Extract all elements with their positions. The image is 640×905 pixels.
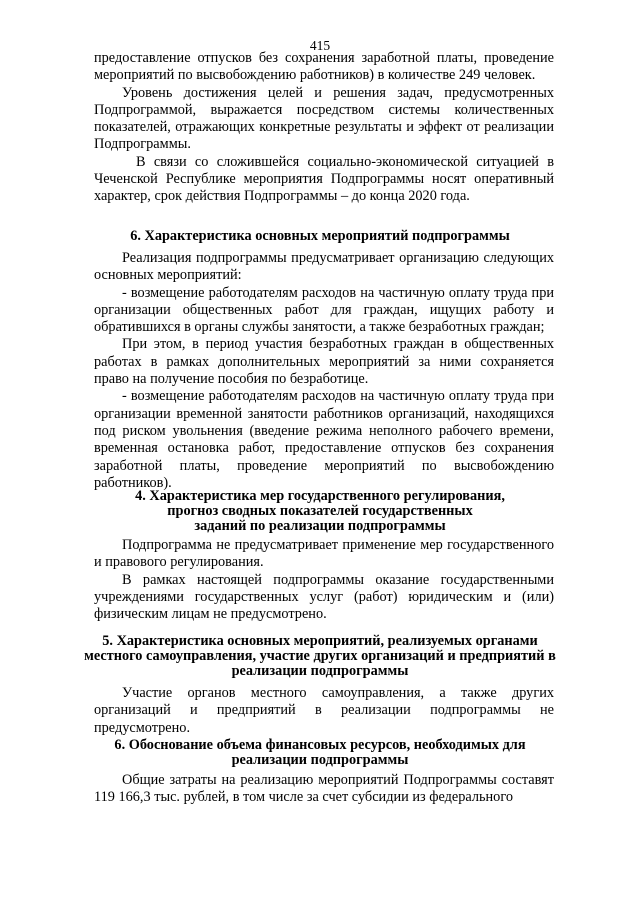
paragraph: Реализация подпрограммы предусматривает организацию следующих основных мероприятий: — [94, 250, 554, 284]
heading-line: реализации подпрограммы — [231, 663, 409, 679]
heading-line: 6. Обоснование объема финансовых ресурсов, необходимых для — [114, 737, 526, 753]
paragraph: В рамках настоящей подпрограммы оказание государственными учреждениями государственных услуг (работ) юридическим и (или) физическим лицам не предусмотрено. — [94, 571, 554, 623]
section-heading-5-local-government — [70, 634, 570, 679]
paragraph: При этом, в период участия безработных граждан в общественных работах в рамках дополнительных мероприятий за ними сохраняется право на получение пособия по безработице. — [94, 336, 554, 388]
section-heading-6-activities — [70, 229, 570, 244]
heading-line: 4. Характеристика мер государственного регулирования, — [135, 488, 505, 504]
paragraph: Общие затраты на реализацию мероприятий Подпрограммы составят 119 166,3 тыс. рублей, в том числе за счет субсидии из федерального — [94, 772, 554, 806]
section-6-activities-body — [94, 250, 554, 492]
section-heading-4-regulation — [70, 489, 570, 534]
heading-line: заданий по реализации подпрограммы — [194, 518, 446, 534]
paragraph: предоставление отпусков без сохранения заработной платы, проведение мероприятий по высвобождению работников) в количестве 249 человек. — [94, 50, 554, 84]
section-heading-6-financing — [70, 738, 570, 768]
section-6-financing-body — [94, 772, 554, 807]
page-number: 415 — [309, 38, 331, 53]
paragraph: Подпрограмма не предусматривает применение мер государственного и правового регулирования. — [94, 537, 554, 571]
paragraph: Уровень достижения целей и решения задач, предусмотренных Подпрограммой, выражается посредством системы количественных показателей, отражающих конкретные результаты и эффект от реализации Подпрограммы. — [94, 84, 554, 153]
section-5-body — [94, 685, 554, 737]
paragraph: - возмещение работодателям расходов на частичную оплату труда при организации общественных работ для граждан, ищущих работу и обратившихся в органы службы занятости, а также безработных граждан; — [94, 284, 554, 336]
heading-line: местного самоуправления, участие других организаций и предприятий в — [84, 648, 556, 664]
heading-line: прогноз сводных показателей государственных — [167, 503, 473, 519]
heading-line: 6. Характеристика основных мероприятий подпрограммы — [130, 228, 510, 244]
heading-line: 5. Характеристика основных мероприятий, реализуемых органами — [102, 633, 538, 649]
paragraph: - возмещение работодателям расходов на частичную оплату труда при организации временной занятости работников организаций, находящихся под риском увольнения (введение режима неполного рабочего времени, временная остановка работ, предоставление отпусков без сохранения заработной платы, проведение мероприятий по высвобождению работников). — [94, 388, 554, 491]
intro-block — [94, 50, 554, 206]
section-4-body — [94, 537, 554, 623]
paragraph: В связи со сложившейся социально-экономической ситуацией в Чеченской Республике мероприятия Подпрограммы носят оперативный характер, срок действия Подпрограммы – до конца 2020 года. — [94, 153, 554, 205]
heading-line: реализации подпрограммы — [231, 752, 409, 768]
paragraph: Участие органов местного самоуправления, а также других организаций и предприятий в реализации подпрограммы не предусмотрено. — [94, 685, 554, 736]
